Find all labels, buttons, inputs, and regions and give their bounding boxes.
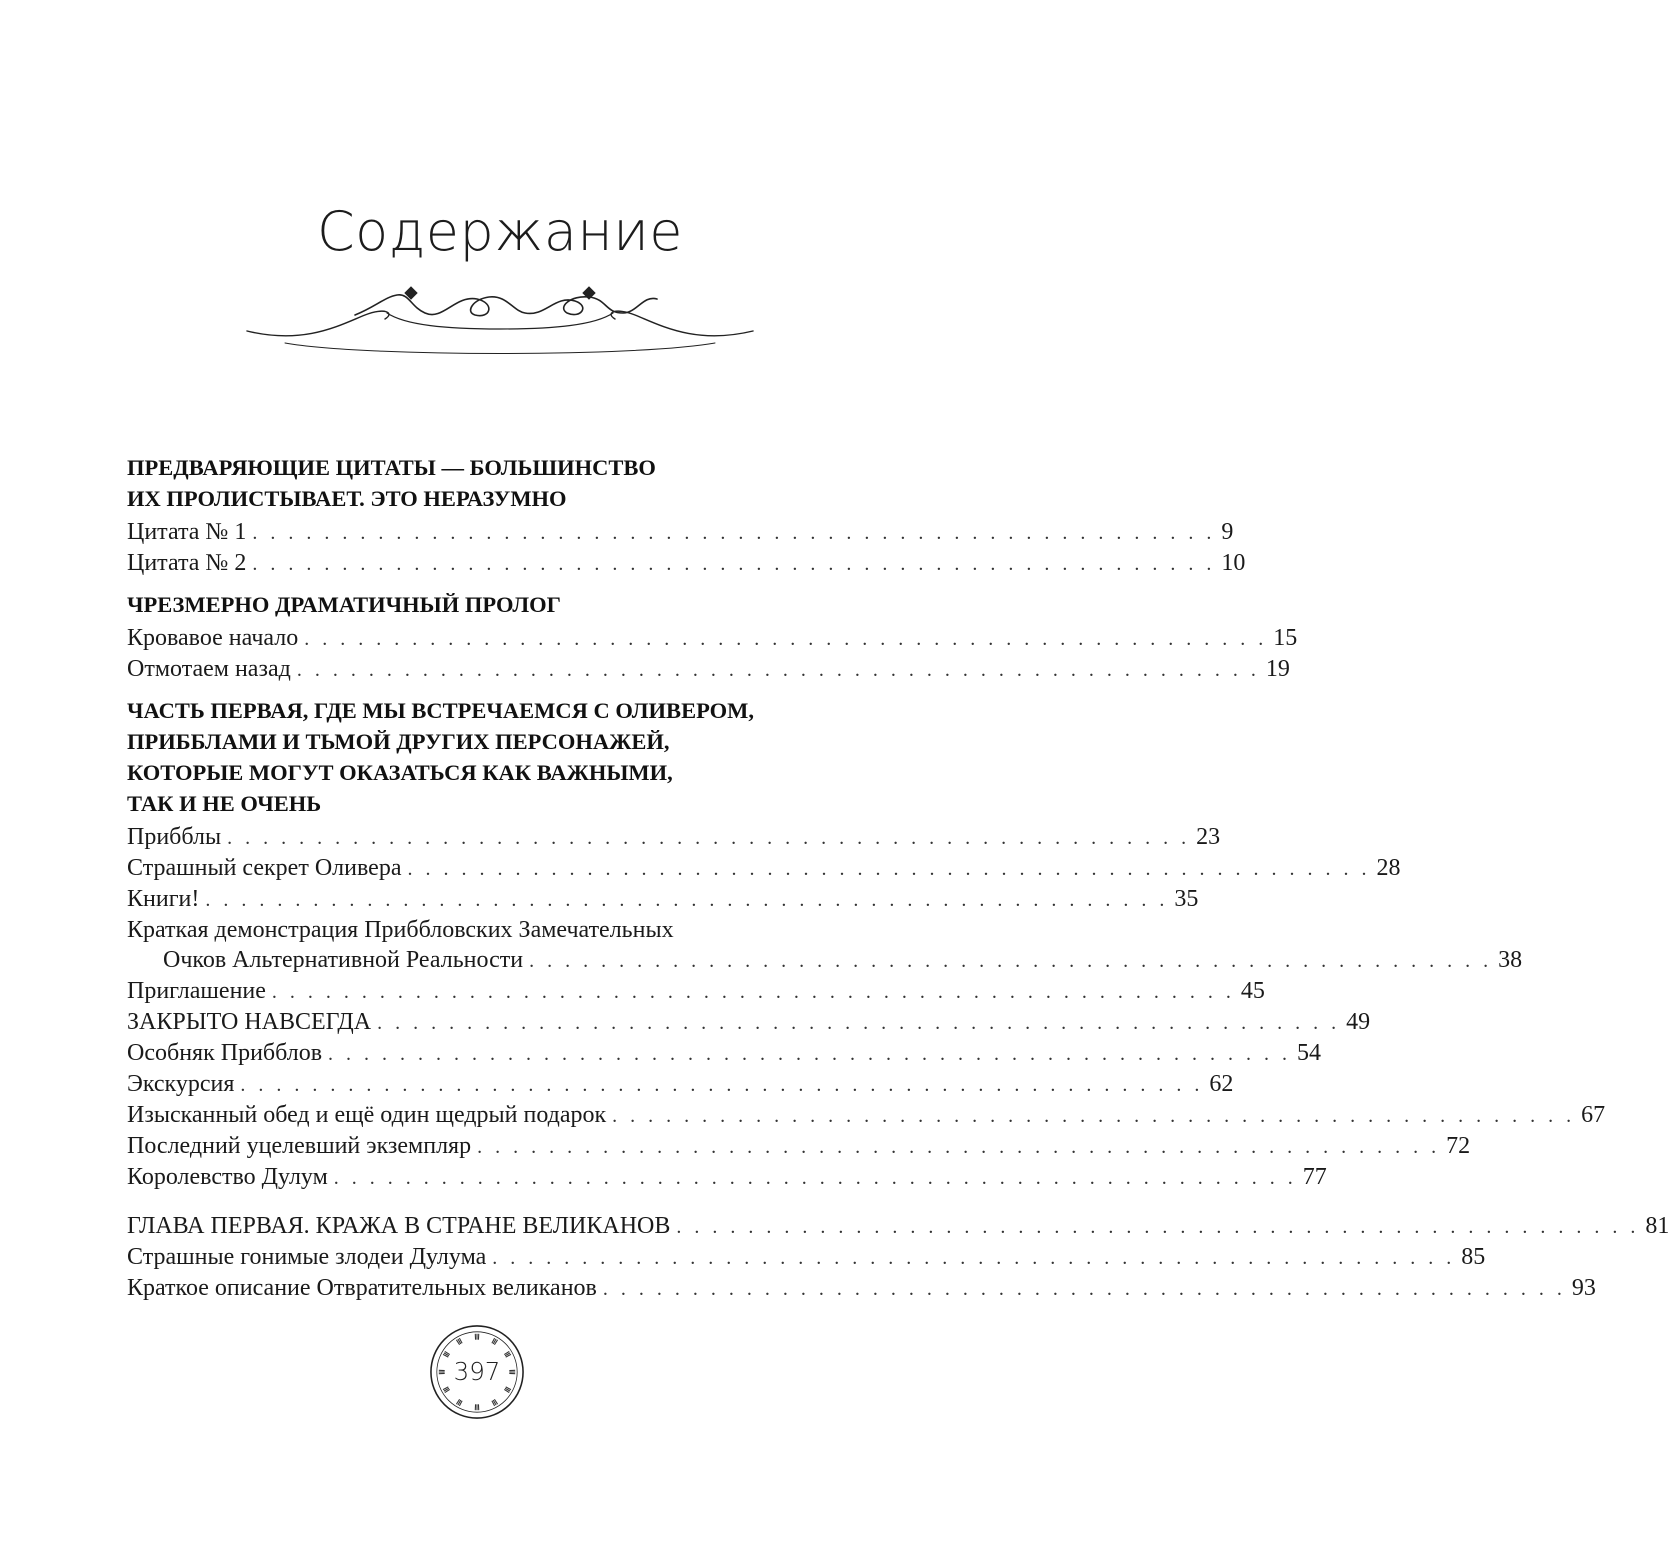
toc-entry-label: Страшные гонимые злодеи Дулума <box>127 1244 487 1270</box>
toc-page-number: 19 <box>1265 656 1290 682</box>
toc-page-number: 85 <box>1461 1244 1486 1270</box>
page-title: Содержание <box>316 200 684 263</box>
toc-page-number: 77 <box>1302 1164 1327 1190</box>
toc-entry-label: Очков Альтернативной Реальности <box>163 947 524 973</box>
toc-entry <box>127 517 1234 548</box>
toc-entry <box>127 853 1401 884</box>
toc-entry-label: Цитата № 1 <box>127 519 247 545</box>
section-heading-line: ЧРЕЗМЕРНО ДРАМАТИЧНЫЙ ПРОЛОГ <box>127 592 561 617</box>
toc-entry <box>127 822 1221 853</box>
dot-leader: . . . . . . . . . . . . . . . . . . . . . . . . . . . . . . . . . . . . . . . . . . . . . . . . . . . . . . <box>205 889 1169 911</box>
clock-page-number <box>428 1323 526 1421</box>
toc-entry <box>127 1038 1322 1069</box>
toc-entry <box>127 1162 1327 1193</box>
dot-leader: . . . . . . . . . . . . . . . . . . . . . . . . . . . . . . . . . . . . . . . . . . . . . . . . . . . . . . <box>377 1012 1341 1034</box>
toc-entry-label: Краткая демонстрация Приббловских Замечательных <box>127 917 674 943</box>
toc-entry-label: Экскурсия <box>127 1071 235 1097</box>
toc-page-number: 54 <box>1297 1040 1322 1066</box>
toc-entry <box>127 884 1199 915</box>
section-heading <box>127 452 825 514</box>
page-number: 397 <box>453 1356 501 1386</box>
toc-page-number: 93 <box>1571 1275 1596 1301</box>
toc-entry-label: Книги! <box>127 886 200 912</box>
toc-entry-label: Краткое описание Отвратительных великанов <box>127 1275 597 1301</box>
toc-section <box>127 1203 1669 1304</box>
toc-entry-label: Отмотаем назад <box>127 656 291 682</box>
toc-page-number: 67 <box>1581 1102 1606 1128</box>
toc-entry-label: ГЛАВА ПЕРВАЯ. КРАЖА В СТРАНЕ ВЕЛИКАНОВ <box>127 1213 671 1239</box>
toc-page-number: 62 <box>1209 1071 1234 1097</box>
dot-leader: . . . . . . . . . . . . . . . . . . . . . . . . . . . . . . . . . . . . . . . . . . . . . . . . . . . . . . <box>271 981 1235 1003</box>
toc-entry <box>127 976 1265 1007</box>
toc-entry-label: Последний уцелевший экземпляр <box>127 1133 472 1159</box>
toc-entry <box>127 1211 1669 1242</box>
section-heading <box>127 589 825 620</box>
flourish-divider-icon <box>245 285 755 355</box>
toc-entry-label: Кровавое начало <box>127 625 299 651</box>
toc-page-number: 72 <box>1446 1133 1471 1159</box>
dot-leader: . . . . . . . . . . . . . . . . . . . . . . . . . . . . . . . . . . . . . . . . . . . . . . . . . . . . . . <box>612 1105 1576 1127</box>
dot-leader: . . . . . . . . . . . . . . . . . . . . . . . . . . . . . . . . . . . . . . . . . . . . . . . . . . . . . . <box>477 1136 1441 1158</box>
toc-section <box>127 589 1298 685</box>
dot-leader: . . . . . . . . . . . . . . . . . . . . . . . . . . . . . . . . . . . . . . . . . . . . . . . . . . . . . . <box>333 1167 1297 1189</box>
toc-entry-label: Королевство Дулум <box>127 1164 328 1190</box>
toc-entry <box>127 945 1523 976</box>
toc-page-number: 38 <box>1498 947 1523 973</box>
toc-page-number: 35 <box>1174 886 1199 912</box>
toc-entry-label: Особняк Прибблов <box>127 1040 323 1066</box>
dot-leader: . . . . . . . . . . . . . . . . . . . . . . . . . . . . . . . . . . . . . . . . . . . . . . . . . . . . . . <box>407 858 1371 880</box>
dot-leader: . . . . . . . . . . . . . . . . . . . . . . . . . . . . . . . . . . . . . . . . . . . . . . . . . . . . . . <box>602 1278 1566 1300</box>
toc-page-number: 9 <box>1221 519 1234 545</box>
toc-page-number: 10 <box>1221 550 1246 576</box>
toc-entry-label: ЗАКРЫТО НАВСЕГДА <box>127 1009 372 1035</box>
toc-section <box>127 452 1246 579</box>
toc-entry <box>127 1131 1471 1162</box>
section-heading-line: КОТОРЫЕ МОГУТ ОКАЗАТЬСЯ КАК ВАЖНЫМИ, <box>127 760 673 785</box>
dot-leader: . . . . . . . . . . . . . . . . . . . . . . . . . . . . . . . . . . . . . . . . . . . . . . . . . . . . . . <box>529 950 1493 972</box>
toc-entry <box>127 1242 1486 1273</box>
dot-leader: . . . . . . . . . . . . . . . . . . . . . . . . . . . . . . . . . . . . . . . . . . . . . . . . . . . . . . <box>252 522 1216 544</box>
dot-leader: . . . . . . . . . . . . . . . . . . . . . . . . . . . . . . . . . . . . . . . . . . . . . . . . . . . . . . <box>252 553 1216 575</box>
toc-page-number: 23 <box>1196 824 1221 850</box>
toc-section <box>127 695 1606 1193</box>
toc-entry-label: Страшный секрет Оливера <box>127 855 402 881</box>
dot-leader: . . . . . . . . . . . . . . . . . . . . . . . . . . . . . . . . . . . . . . . . . . . . . . . . . . . . . . <box>296 659 1260 681</box>
dot-leader: . . . . . . . . . . . . . . . . . . . . . . . . . . . . . . . . . . . . . . . . . . . . . . . . . . . . . . <box>304 628 1268 650</box>
toc-entry <box>127 1069 1234 1100</box>
dot-leader: . . . . . . . . . . . . . . . . . . . . . . . . . . . . . . . . . . . . . . . . . . . . . . . . . . . . . . <box>227 827 1191 849</box>
toc-entry-label: Изысканный обед и ещё один щедрый подарок <box>127 1102 607 1128</box>
section-heading <box>127 695 825 819</box>
toc-entry <box>127 548 1246 579</box>
toc-entry <box>127 654 1290 685</box>
toc-entry <box>127 1273 1596 1304</box>
section-heading-line: ТАК И НЕ ОЧЕНЬ <box>127 791 322 816</box>
dot-leader: . . . . . . . . . . . . . . . . . . . . . . . . . . . . . . . . . . . . . . . . . . . . . . . . . . . . . . <box>328 1043 1292 1065</box>
dot-leader: . . . . . . . . . . . . . . . . . . . . . . . . . . . . . . . . . . . . . . . . . . . . . . . . . . . . . . <box>492 1247 1456 1269</box>
toc-page-number: 15 <box>1273 625 1298 651</box>
toc-entry-label: Прибблы <box>127 824 222 850</box>
dot-leader: . . . . . . . . . . . . . . . . . . . . . . . . . . . . . . . . . . . . . . . . . . . . . . . . . . . . . . <box>240 1074 1204 1096</box>
toc-entry-multiline <box>127 915 1523 976</box>
section-heading-line: ИХ ПРОЛИСТЫВАЕТ. ЭТО НЕРАЗУМНО <box>127 486 567 511</box>
table-of-contents <box>127 452 1669 1314</box>
toc-entry <box>127 1100 1606 1131</box>
toc-entry-label: Цитата № 2 <box>127 550 247 576</box>
toc-entry <box>127 1007 1371 1038</box>
toc-page-number: 45 <box>1240 978 1265 1004</box>
toc-page-number: 49 <box>1346 1009 1371 1035</box>
section-heading-line: ПРЕДВАРЯЮЩИЕ ЦИТАТЫ — БОЛЬШИНСТВО <box>127 455 656 480</box>
toc-page-number: 81 <box>1645 1213 1669 1239</box>
section-heading-line: ЧАСТЬ ПЕРВАЯ, ГДЕ МЫ ВСТРЕЧАЕМСЯ С ОЛИВЕРОМ, <box>127 698 755 723</box>
toc-entry-label: Приглашение <box>127 978 266 1004</box>
section-heading-line: ПРИББЛАМИ И ТЬМОЙ ДРУГИХ ПЕРСОНАЖЕЙ, <box>127 729 670 754</box>
dot-leader: . . . . . . . . . . . . . . . . . . . . . . . . . . . . . . . . . . . . . . . . . . . . . . . . . . . . . . <box>676 1216 1640 1238</box>
toc-entry <box>127 623 1298 654</box>
toc-page-number: 28 <box>1376 855 1401 881</box>
